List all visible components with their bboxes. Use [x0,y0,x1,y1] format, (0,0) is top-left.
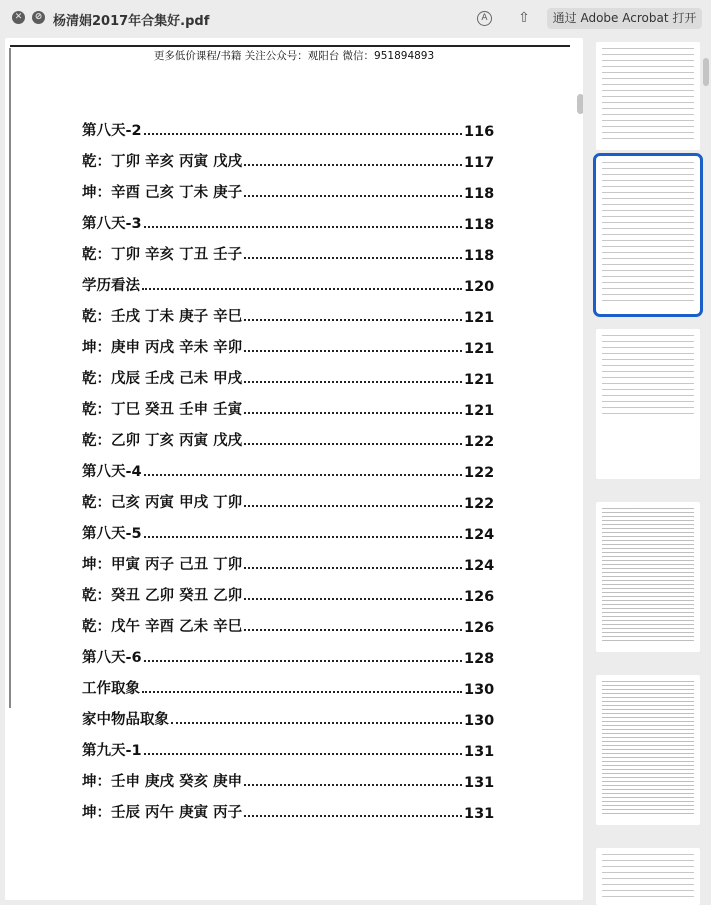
window-title: 杨清娟2017年合集好.pdf [53,14,210,29]
toc-leader [144,658,462,662]
page-top-rule [10,45,570,47]
document-page[interactable] [5,38,583,900]
toc-row[interactable] [82,304,494,326]
page-thumbnail[interactable] [596,502,700,652]
toc-leader [142,286,462,290]
toc-page-number: 126 [464,620,495,636]
page-scrollbar[interactable] [577,94,583,114]
toc-page-number: 116 [464,124,495,140]
toc-row[interactable] [82,428,494,450]
toc-title: 第九天-1 [82,743,142,759]
toc-page-number: 131 [464,744,495,760]
toc-page-number: 131 [464,806,495,822]
toc-title: 坤：壬辰 丙午 庚寅 丙子 [82,805,243,821]
toc-row[interactable] [82,521,494,543]
toc-leader [244,317,462,321]
toc-page-number: 122 [464,434,495,450]
toc-leader [144,224,462,228]
toc-row[interactable] [82,800,494,822]
close-icon[interactable]: ✕ [12,11,25,24]
toc-leader [244,782,462,786]
toc-row[interactable] [82,614,494,636]
page-thumbnail[interactable] [596,675,700,825]
toc-title: 乾：丁巳 癸丑 壬申 壬寅 [82,402,243,418]
toc-leader [171,720,462,724]
toc-leader [244,193,462,197]
toc-row[interactable] [82,490,494,512]
toc-leader [244,441,462,445]
toc-leader [244,813,462,817]
toc-page-number: 118 [464,248,495,264]
toc-page-number: 120 [464,279,495,295]
toc-leader [244,162,462,166]
toc-leader [144,751,462,755]
toc-leader [244,410,462,414]
toc-page-number: 121 [464,341,495,357]
toc-leader [144,534,462,538]
toc-row[interactable] [82,583,494,605]
toc-row[interactable] [82,459,494,481]
toc-row[interactable] [82,552,494,574]
toc-leader [244,596,462,600]
toc-title: 乾：壬戌 丁未 庚子 辛巳 [82,309,243,325]
toc-title: 坤：甲寅 丙子 己丑 丁卯 [82,557,243,573]
toc-page-number: 124 [464,527,495,543]
toc-row[interactable] [82,707,494,729]
toc-page-number: 130 [464,713,495,729]
toc-row[interactable] [82,211,494,233]
toc-title: 乾：戊午 辛酉 乙未 辛巳 [82,619,243,635]
toc-title: 第八天-5 [82,526,142,542]
toc-title: 坤：壬申 庚戌 癸亥 庚申 [82,774,243,790]
toc-row[interactable] [82,335,494,357]
toc-leader [244,379,462,383]
toc-row[interactable] [82,149,494,171]
toc-row[interactable] [82,273,494,295]
toc-page-number: 121 [464,310,495,326]
toc-leader [142,689,462,693]
toc-page-number: 118 [464,186,495,202]
page-thumbnail[interactable] [596,42,700,150]
toc-page-number: 122 [464,465,495,481]
toc-title: 坤：辛酉 己亥 丁未 庚子 [82,185,243,201]
toc-title: 乾：癸丑 乙卯 癸丑 乙卯 [82,588,243,604]
toc-title: 学历看法 [82,278,140,294]
toc-page-number: 126 [464,589,495,605]
toc-row[interactable] [82,242,494,264]
toc-title: 第八天-2 [82,123,142,139]
toc-title: 家中物品取象 [82,712,169,728]
markup-icon[interactable]: A [477,11,492,26]
toc-title: 乾：己亥 丙寅 甲戌 丁卯 [82,495,243,511]
toc-title: 乾：乙卯 丁亥 丙寅 戊戌 [82,433,243,449]
toc-page-number: 124 [464,558,495,574]
toc-title: 工作取象 [82,681,140,697]
toc-page-number: 117 [464,155,495,171]
toc-row[interactable] [82,769,494,791]
toc-leader [244,627,462,631]
toc-title: 乾：丁卯 辛亥 丁丑 壬子 [82,247,243,263]
toc-title: 乾：丁卯 辛亥 丙寅 戊戌 [82,154,243,170]
toc-title: 第八天-3 [82,216,142,232]
open-in-acrobat-button[interactable]: 通过 Adobe Acrobat 打开 [547,8,702,29]
toc-page-number: 122 [464,496,495,512]
page-header: 更多低价课程/书籍 关注公众号：观阳台 微信：951894893 [153,50,435,62]
toc-leader [244,348,462,352]
thumbnail-sidebar [586,38,711,905]
toc-page-number: 121 [464,403,495,419]
toc-row[interactable] [82,180,494,202]
toc-leader [144,131,462,135]
toc-page-number: 121 [464,372,495,388]
toc-row[interactable] [82,645,494,667]
toc-page-number: 128 [464,651,495,667]
toc-leader [144,472,462,476]
toc-row[interactable] [82,366,494,388]
toc-row[interactable] [82,738,494,760]
toc-page-number: 130 [464,682,495,698]
toc-title: 第八天-4 [82,464,142,480]
page-thumbnail[interactable] [596,848,700,905]
toc-row[interactable] [82,118,494,140]
toc-leader [244,503,462,507]
toc-title: 坤：庚申 丙戌 辛未 辛卯 [82,340,243,356]
toc-title: 第八天-6 [82,650,142,666]
toc-row[interactable] [82,397,494,419]
sidebar-scrollbar[interactable] [703,58,709,86]
stop-icon[interactable]: ⊘ [32,11,45,24]
share-icon[interactable]: ⇧ [518,10,530,26]
page-thumbnail[interactable] [596,329,700,479]
page-left-edge [9,48,11,708]
title-bar [0,0,711,38]
toc-title: 乾：戊辰 壬戌 己未 甲戌 [82,371,243,387]
toc-page-number: 131 [464,775,495,791]
page-thumbnail-selected[interactable] [596,156,700,314]
toc-page-number: 118 [464,217,495,233]
toc-row[interactable] [82,676,494,698]
toc-leader [244,255,462,259]
toc-leader [244,565,462,569]
